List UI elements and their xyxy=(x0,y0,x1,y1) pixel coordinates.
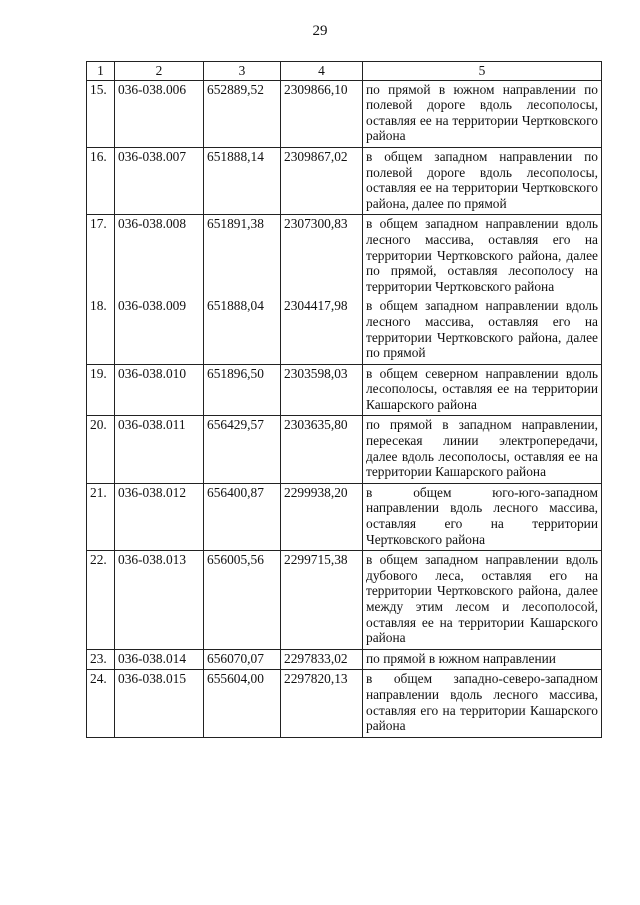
row-number: 24. xyxy=(87,670,115,737)
coordinate-x: 655604,00 xyxy=(204,670,281,737)
boundary-description: в общем западно-северо-западном направлении вдоль лесного массива, оставляя его на территории Кашарского района xyxy=(363,670,602,737)
boundary-description: в общем юго-юго-западном направлении вдоль лесного массива, оставляя его на территории Чертковского района xyxy=(363,483,602,550)
coordinate-x: 651888,14 xyxy=(204,147,281,214)
table-row xyxy=(87,215,602,297)
boundary-description-table xyxy=(86,61,602,738)
coordinate-y: 2299715,38 xyxy=(281,551,363,650)
point-code: 036-038.007 xyxy=(115,147,204,214)
coordinate-x: 656400,87 xyxy=(204,483,281,550)
column-header: 4 xyxy=(281,62,363,81)
coordinate-x: 656429,57 xyxy=(204,416,281,483)
coordinate-y: 2307300,83 xyxy=(281,215,363,297)
table-row xyxy=(87,80,602,147)
coordinate-x: 651888,04 xyxy=(204,297,281,364)
point-code: 036-038.011 xyxy=(115,416,204,483)
row-number: 16. xyxy=(87,147,115,214)
row-number: 18. xyxy=(87,297,115,364)
coordinate-x: 651891,38 xyxy=(204,215,281,297)
boundary-description: по прямой в южном направлении по полевой дороге вдоль лесополосы, оставляя ее на территории Чертковского района xyxy=(363,80,602,147)
row-number: 15. xyxy=(87,80,115,147)
point-code: 036-038.014 xyxy=(115,649,204,670)
point-code: 036-038.008 xyxy=(115,215,204,297)
coordinate-x: 651896,50 xyxy=(204,364,281,416)
coordinate-y: 2303598,03 xyxy=(281,364,363,416)
boundary-description: в общем западном направлении вдоль лесного массива, оставляя его на территории Чертковского района, далее по прямой, оставляя лесополосу на территории Чертковского района xyxy=(363,215,602,297)
table-header-row xyxy=(87,62,602,81)
boundary-description: в общем северном направлении вдоль лесополосы, оставляя ее на территории Кашарского района xyxy=(363,364,602,416)
boundary-description: в общем западном направлении по полевой дороге вдоль лесополосы, оставляя ее на территории Чертковского района, далее по прямой xyxy=(363,147,602,214)
table-row xyxy=(87,483,602,550)
coordinate-y: 2309867,02 xyxy=(281,147,363,214)
point-code: 036-038.006 xyxy=(115,80,204,147)
coordinate-x: 652889,52 xyxy=(204,80,281,147)
column-header: 2 xyxy=(115,62,204,81)
point-code: 036-038.010 xyxy=(115,364,204,416)
column-header: 3 xyxy=(204,62,281,81)
table-row xyxy=(87,649,602,670)
column-header: 1 xyxy=(87,62,115,81)
row-number: 20. xyxy=(87,416,115,483)
coordinate-y: 2309866,10 xyxy=(281,80,363,147)
coordinate-y: 2303635,80 xyxy=(281,416,363,483)
row-number: 22. xyxy=(87,551,115,650)
boundary-description: в общем западном направлении вдоль лесного массива, оставляя его на территории Чертковского района, далее по прямой xyxy=(363,297,602,364)
point-code: 036-038.015 xyxy=(115,670,204,737)
coordinate-y: 2297820,13 xyxy=(281,670,363,737)
table-row xyxy=(87,670,602,737)
table-row xyxy=(87,147,602,214)
point-code: 036-038.012 xyxy=(115,483,204,550)
coordinate-x: 656005,56 xyxy=(204,551,281,650)
boundary-description: по прямой в южном направлении xyxy=(363,649,602,670)
row-number: 23. xyxy=(87,649,115,670)
page-number: 29 xyxy=(312,23,328,39)
table-row xyxy=(87,416,602,483)
column-header: 5 xyxy=(363,62,602,81)
boundary-description: в общем западном направлении вдоль дубового леса, оставляя его на территории Чертковского района, далее между этим лесом и лесополосой, оставляя ее на территории Кашарского района xyxy=(363,551,602,650)
boundary-description: по прямой в западном направлении, пересекая линии электропередачи, далее вдоль лесополосы, оставляя ее на территории Кашарского района xyxy=(363,416,602,483)
table-row xyxy=(87,551,602,650)
row-number: 19. xyxy=(87,364,115,416)
row-number: 21. xyxy=(87,483,115,550)
table-row xyxy=(87,364,602,416)
point-code: 036-038.009 xyxy=(115,297,204,364)
coordinate-y: 2297833,02 xyxy=(281,649,363,670)
coordinate-y: 2299938,20 xyxy=(281,483,363,550)
coordinate-y: 2304417,98 xyxy=(281,297,363,364)
coordinate-x: 656070,07 xyxy=(204,649,281,670)
table-row xyxy=(87,297,602,364)
row-number: 17. xyxy=(87,215,115,297)
point-code: 036-038.013 xyxy=(115,551,204,650)
